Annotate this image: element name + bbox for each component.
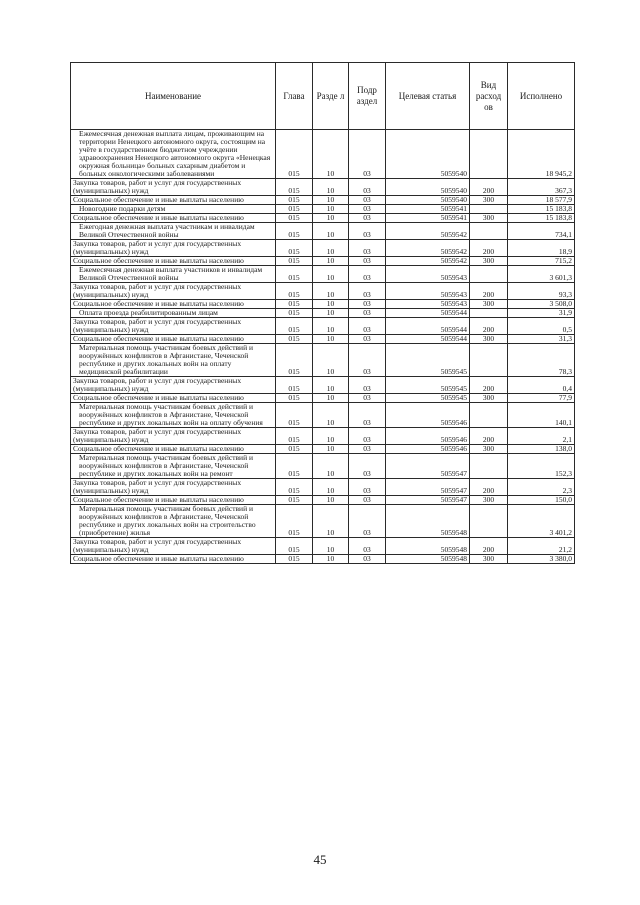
cell-name: Закупка товаров, работ и услуг для государственных (муниципальных) нужд <box>71 479 276 496</box>
table-row <box>71 445 575 454</box>
cell-executed: 0,5 <box>508 318 575 335</box>
cell-chapter: 015 <box>276 196 313 205</box>
cell-target: 5059540 <box>386 179 470 196</box>
cell-section: 10 <box>313 205 349 214</box>
cell-name: Новогодние подарки детям <box>71 205 276 214</box>
cell-expense-type: 200 <box>470 538 508 555</box>
cell-executed: 31,9 <box>508 309 575 318</box>
table-row <box>71 130 575 179</box>
cell-expense-type: 300 <box>470 394 508 403</box>
cell-subsection: 03 <box>349 555 386 564</box>
cell-section: 10 <box>313 377 349 394</box>
cell-section: 10 <box>313 538 349 555</box>
header-executed: Исполнено <box>508 63 575 130</box>
cell-subsection: 03 <box>349 538 386 555</box>
cell-section: 10 <box>313 344 349 377</box>
cell-executed: 2,3 <box>508 479 575 496</box>
table-row <box>71 403 575 428</box>
cell-expense-type <box>470 223 508 240</box>
cell-target: 5059548 <box>386 555 470 564</box>
table-row <box>71 318 575 335</box>
header-expense-type: Вид расход ов <box>470 63 508 130</box>
cell-subsection: 03 <box>349 428 386 445</box>
cell-executed: 21,2 <box>508 538 575 555</box>
table-row <box>71 496 575 505</box>
cell-expense-type <box>470 454 508 479</box>
cell-executed: 3 380,0 <box>508 555 575 564</box>
cell-chapter: 015 <box>276 318 313 335</box>
cell-target: 5059542 <box>386 257 470 266</box>
cell-executed: 138,0 <box>508 445 575 454</box>
cell-expense-type <box>470 309 508 318</box>
cell-target: 5059545 <box>386 394 470 403</box>
cell-name: Закупка товаров, работ и услуг для государственных (муниципальных) нужд <box>71 240 276 257</box>
table-row <box>71 538 575 555</box>
cell-subsection: 03 <box>349 377 386 394</box>
cell-subsection: 03 <box>349 240 386 257</box>
cell-section: 10 <box>313 479 349 496</box>
cell-target: 5059543 <box>386 266 470 283</box>
cell-section: 10 <box>313 283 349 300</box>
cell-executed: 150,0 <box>508 496 575 505</box>
cell-executed: 18 945,2 <box>508 130 575 179</box>
cell-name: Оплата проезда реабилитированным лицам <box>71 309 276 318</box>
cell-name: Социальное обеспечение и иные выплаты населению <box>71 300 276 309</box>
cell-expense-type: 200 <box>470 428 508 445</box>
table-row <box>71 257 575 266</box>
cell-subsection: 03 <box>349 335 386 344</box>
cell-expense-type: 300 <box>470 335 508 344</box>
cell-subsection: 03 <box>349 403 386 428</box>
cell-subsection: 03 <box>349 318 386 335</box>
cell-target: 5059547 <box>386 479 470 496</box>
cell-chapter: 015 <box>276 394 313 403</box>
cell-subsection: 03 <box>349 505 386 538</box>
header-section: Разде л <box>313 63 349 130</box>
cell-target: 5059548 <box>386 505 470 538</box>
cell-executed: 18,9 <box>508 240 575 257</box>
cell-name: Закупка товаров, работ и услуг для государственных (муниципальных) нужд <box>71 538 276 555</box>
cell-section: 10 <box>313 428 349 445</box>
cell-chapter: 015 <box>276 428 313 445</box>
cell-name: Материальная помощь участникам боевых действий и вооружённых конфликтов в Афганистане, Чеченской республике и других локальных войн на ремонт <box>71 454 276 479</box>
cell-target: 5059547 <box>386 454 470 479</box>
cell-executed: 15 183,8 <box>508 205 575 214</box>
cell-subsection: 03 <box>349 196 386 205</box>
cell-executed: 3 508,0 <box>508 300 575 309</box>
cell-chapter: 015 <box>276 283 313 300</box>
cell-name: Социальное обеспечение и иные выплаты населению <box>71 335 276 344</box>
cell-section: 10 <box>313 214 349 223</box>
cell-executed: 3 601,3 <box>508 266 575 283</box>
table-row <box>71 394 575 403</box>
cell-section: 10 <box>313 130 349 179</box>
table-body <box>71 130 575 564</box>
cell-chapter: 015 <box>276 309 313 318</box>
table-header <box>71 63 575 130</box>
cell-executed: 3 401,2 <box>508 505 575 538</box>
cell-executed: 93,3 <box>508 283 575 300</box>
cell-target: 5059546 <box>386 403 470 428</box>
cell-subsection: 03 <box>349 205 386 214</box>
cell-section: 10 <box>313 394 349 403</box>
cell-target: 5059540 <box>386 196 470 205</box>
table-row <box>71 479 575 496</box>
cell-section: 10 <box>313 179 349 196</box>
cell-expense-type: 300 <box>470 445 508 454</box>
cell-executed: 78,3 <box>508 344 575 377</box>
cell-name: Ежемесячная денежная выплата лицам, проживающим на территории Ненецкого автономного округа, состоящим на учёте в государственном бюджетном учреждении здравоохранения Ненецкого автономного округа «Ненецкая окружная больница» больных сахарным диабетом и больных онкологическими заболеваниями <box>71 130 276 179</box>
cell-target: 5059545 <box>386 344 470 377</box>
cell-name: Социальное обеспечение и иные выплаты населению <box>71 496 276 505</box>
page-number: 45 <box>313 852 327 867</box>
cell-name: Закупка товаров, работ и услуг для государственных (муниципальных) нужд <box>71 428 276 445</box>
table-row <box>71 505 575 538</box>
table-row <box>71 428 575 445</box>
cell-subsection: 03 <box>349 223 386 240</box>
table-row <box>71 214 575 223</box>
cell-chapter: 015 <box>276 214 313 223</box>
cell-section: 10 <box>313 505 349 538</box>
cell-chapter: 015 <box>276 266 313 283</box>
cell-chapter: 015 <box>276 496 313 505</box>
cell-expense-type: 300 <box>470 496 508 505</box>
cell-name: Социальное обеспечение и иные выплаты населению <box>71 445 276 454</box>
cell-chapter: 015 <box>276 240 313 257</box>
cell-name: Ежегодная денежная выплата участникам и инвалидам Великой Отечественной войны <box>71 223 276 240</box>
table-row <box>71 309 575 318</box>
cell-chapter: 015 <box>276 179 313 196</box>
cell-chapter: 015 <box>276 555 313 564</box>
cell-section: 10 <box>313 300 349 309</box>
cell-subsection: 03 <box>349 445 386 454</box>
cell-subsection: 03 <box>349 309 386 318</box>
cell-expense-type <box>470 403 508 428</box>
cell-executed: 152,3 <box>508 454 575 479</box>
cell-expense-type: 200 <box>470 377 508 394</box>
cell-subsection: 03 <box>349 344 386 377</box>
cell-executed: 367,3 <box>508 179 575 196</box>
cell-expense-type: 200 <box>470 283 508 300</box>
table-row <box>71 179 575 196</box>
cell-subsection: 03 <box>349 300 386 309</box>
cell-expense-type: 300 <box>470 555 508 564</box>
header-name: Наименование <box>71 63 276 130</box>
cell-expense-type: 200 <box>470 179 508 196</box>
cell-section: 10 <box>313 496 349 505</box>
cell-chapter: 015 <box>276 505 313 538</box>
cell-executed: 2,1 <box>508 428 575 445</box>
cell-target: 5059546 <box>386 428 470 445</box>
cell-chapter: 015 <box>276 300 313 309</box>
cell-chapter: 015 <box>276 479 313 496</box>
table-row <box>71 205 575 214</box>
cell-name: Социальное обеспечение и иные выплаты населению <box>71 257 276 266</box>
cell-target: 5059540 <box>386 130 470 179</box>
cell-subsection: 03 <box>349 454 386 479</box>
table-row <box>71 344 575 377</box>
cell-expense-type: 200 <box>470 240 508 257</box>
cell-executed: 715,2 <box>508 257 575 266</box>
cell-chapter: 015 <box>276 377 313 394</box>
cell-name: Ежемесячная денежная выплата участников и инвалидам Великой Отечественной войны <box>71 266 276 283</box>
cell-section: 10 <box>313 196 349 205</box>
cell-name: Материальная помощь участникам боевых действий и вооружённых конфликтов в Афганистане, Чеченской республике и других локальных войн на строительство (приобретение) жилья <box>71 505 276 538</box>
cell-name: Закупка товаров, работ и услуг для государственных (муниципальных) нужд <box>71 318 276 335</box>
cell-subsection: 03 <box>349 496 386 505</box>
table-row <box>71 377 575 394</box>
cell-name: Социальное обеспечение и иные выплаты населению <box>71 196 276 205</box>
cell-section: 10 <box>313 318 349 335</box>
cell-expense-type <box>470 130 508 179</box>
table-row <box>71 454 575 479</box>
cell-section: 10 <box>313 555 349 564</box>
cell-executed: 140,1 <box>508 403 575 428</box>
table-row <box>71 335 575 344</box>
cell-section: 10 <box>313 403 349 428</box>
cell-executed: 15 183,8 <box>508 214 575 223</box>
cell-executed: 77,9 <box>508 394 575 403</box>
table-row <box>71 223 575 240</box>
cell-chapter: 015 <box>276 223 313 240</box>
cell-expense-type <box>470 205 508 214</box>
table-row <box>71 196 575 205</box>
cell-target: 5059545 <box>386 377 470 394</box>
cell-expense-type: 300 <box>470 196 508 205</box>
cell-subsection: 03 <box>349 283 386 300</box>
cell-expense-type: 200 <box>470 479 508 496</box>
cell-subsection: 03 <box>349 130 386 179</box>
cell-chapter: 015 <box>276 344 313 377</box>
cell-target: 5059542 <box>386 240 470 257</box>
cell-section: 10 <box>313 266 349 283</box>
cell-expense-type: 300 <box>470 214 508 223</box>
cell-target: 5059543 <box>386 283 470 300</box>
cell-section: 10 <box>313 335 349 344</box>
cell-target: 5059544 <box>386 335 470 344</box>
cell-subsection: 03 <box>349 214 386 223</box>
cell-subsection: 03 <box>349 179 386 196</box>
cell-chapter: 015 <box>276 403 313 428</box>
table-row <box>71 555 575 564</box>
cell-target: 5059548 <box>386 538 470 555</box>
cell-section: 10 <box>313 309 349 318</box>
cell-target: 5059544 <box>386 318 470 335</box>
table-row <box>71 266 575 283</box>
table-row <box>71 240 575 257</box>
cell-chapter: 015 <box>276 445 313 454</box>
header-subsection: Подр аздел <box>349 63 386 130</box>
cell-section: 10 <box>313 257 349 266</box>
cell-target: 5059542 <box>386 223 470 240</box>
budget-table <box>70 62 575 564</box>
cell-name: Социальное обеспечение и иные выплаты населению <box>71 394 276 403</box>
cell-subsection: 03 <box>349 479 386 496</box>
cell-executed: 31,3 <box>508 335 575 344</box>
cell-name: Закупка товаров, работ и услуг для государственных (муниципальных) нужд <box>71 377 276 394</box>
cell-section: 10 <box>313 454 349 479</box>
cell-chapter: 015 <box>276 205 313 214</box>
cell-subsection: 03 <box>349 257 386 266</box>
cell-subsection: 03 <box>349 266 386 283</box>
cell-target: 5059543 <box>386 300 470 309</box>
cell-chapter: 015 <box>276 257 313 266</box>
cell-expense-type: 300 <box>470 300 508 309</box>
cell-section: 10 <box>313 223 349 240</box>
cell-name: Материальная помощь участникам боевых действий и вооружённых конфликтов в Афганистане, Чеченской республике и других локальных войн на оплату медицинской реабилитации <box>71 344 276 377</box>
cell-executed: 0,4 <box>508 377 575 394</box>
cell-target: 5059541 <box>386 205 470 214</box>
cell-name: Закупка товаров, работ и услуг для государственных (муниципальных) нужд <box>71 283 276 300</box>
cell-executed: 734,1 <box>508 223 575 240</box>
cell-target: 5059541 <box>386 214 470 223</box>
cell-target: 5059546 <box>386 445 470 454</box>
cell-expense-type: 200 <box>470 318 508 335</box>
table-row <box>71 283 575 300</box>
cell-target: 5059544 <box>386 309 470 318</box>
cell-expense-type: 300 <box>470 257 508 266</box>
cell-name: Закупка товаров, работ и услуг для государственных (муниципальных) нужд <box>71 179 276 196</box>
header-target: Целевая статья <box>386 63 470 130</box>
table-row <box>71 300 575 309</box>
cell-expense-type <box>470 505 508 538</box>
cell-chapter: 015 <box>276 335 313 344</box>
cell-expense-type <box>470 344 508 377</box>
cell-chapter: 015 <box>276 130 313 179</box>
cell-name: Социальное обеспечение и иные выплаты населению <box>71 555 276 564</box>
cell-executed: 18 577,9 <box>508 196 575 205</box>
cell-section: 10 <box>313 445 349 454</box>
cell-target: 5059547 <box>386 496 470 505</box>
cell-chapter: 015 <box>276 538 313 555</box>
cell-name: Социальное обеспечение и иные выплаты населению <box>71 214 276 223</box>
cell-section: 10 <box>313 240 349 257</box>
cell-subsection: 03 <box>349 394 386 403</box>
cell-expense-type <box>470 266 508 283</box>
cell-name: Материальная помощь участникам боевых действий и вооружённых конфликтов в Афганистане, Чеченской республике и других локальных войн на оплату обучения <box>71 403 276 428</box>
cell-chapter: 015 <box>276 454 313 479</box>
header-chapter: Глава <box>276 63 313 130</box>
